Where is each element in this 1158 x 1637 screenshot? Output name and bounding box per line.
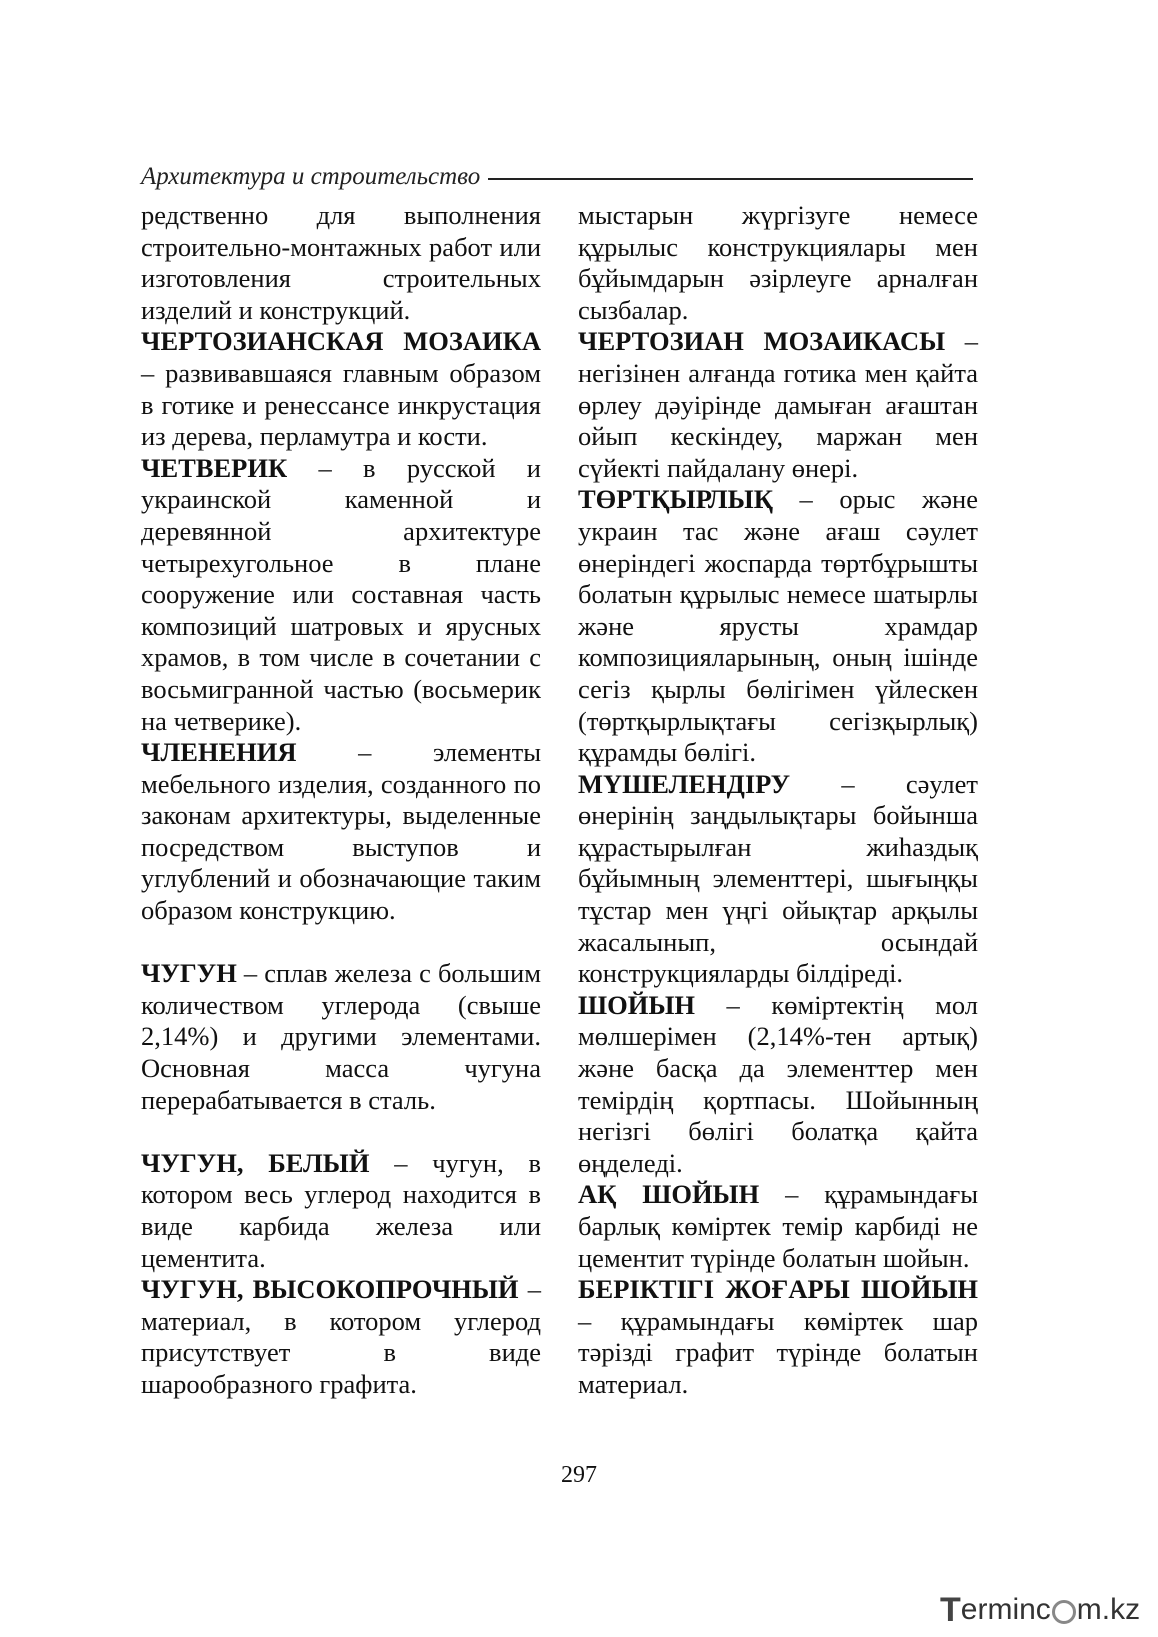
header-title: Архитектура и строительство	[141, 163, 481, 190]
entry-term: МҮШЕЛЕНДІРУ	[578, 768, 791, 799]
entry-term: ЧЕТВЕРИК	[141, 452, 288, 483]
entry-definition: редственно для выполнения строительно-монтажных работ или изготовления строительных изделий и конструкций.	[141, 200, 541, 325]
entry-definition: – сәулет өнерінің заңдылықтары бойынша құрастырылған жиһаздық бұйымның элементтері, шығыңқы тұстар мен үңгі ойықтар арқылы жасалынып, осындай конструкцияларды білдіреді.	[578, 768, 978, 989]
dictionary-entry	[141, 326, 541, 452]
page-number: 297	[561, 1462, 597, 1488]
entry-definition: – в русской и украинской каменной и деревянной архитектуре четырехугольное в плане сооружение или составная часть композиций шатровых и ярусных храмов, в том числе в сочетании с восьмигранной частью (восьмерик на четверике).	[141, 452, 541, 736]
entry-term: БЕРІКТІГІ ЖОҒАРЫ ШОЙЫН	[578, 1274, 978, 1305]
entry-definition: – чугун, в котором весь углерод находится в виде карбида железа или цементита.	[141, 1147, 541, 1273]
dictionary-entry	[578, 990, 978, 1180]
dictionary-entry	[578, 1274, 978, 1400]
dictionary-entry	[141, 200, 541, 326]
right-column	[578, 200, 978, 1401]
entry-term: ЧУГУН	[141, 958, 237, 989]
entry-term: ЧЕРТОЗИАНСКАЯ МОЗАИКА	[141, 326, 541, 357]
entry-term: АҚ ШОЙЫН	[578, 1179, 760, 1210]
dictionary-entry	[578, 769, 978, 990]
entry-definition: – құрамындағы көміртек шар тәрізді графит түрінде болатын материал.	[578, 1305, 978, 1399]
entry-term: ЧУГУН, ВЫСОКОПРОЧНЫЙ	[141, 1274, 519, 1305]
entry-definition: – сплав железа с большим количеством углерода (свыше 2,14%) и другими элементами. Основная масса чугуна перерабатывается в сталь.	[141, 958, 541, 1115]
entry-definition: – құрамындағы барлық көміртек темір карбиді не цементит түрінде болатын шойын.	[578, 1179, 978, 1273]
logo-text-middle: erminc	[960, 1593, 1051, 1626]
dictionary-entry	[578, 200, 978, 326]
dictionary-entry	[141, 958, 541, 1116]
dictionary-entry	[141, 453, 541, 737]
entry-definition: – орыс және украин тас және ағаш сәулет өнеріндегі жоспарда төртбұрышты болатын құрылыс немесе шатырлы және ярусты храмдар композицияларының, оның ішінде сегіз қырлы бөлігімен үйлескен (төртқырлықтағы сегізқырлық) құрамды бөлігі.	[578, 484, 978, 768]
entry-term: ЧЕРТОЗИАН МОЗАИКАСЫ	[578, 326, 946, 357]
entry-definition: – негізінен алғанда готика мен қайта өрлеу дәуірінде дамыған ағаштан ойып кескіндеу, маржан мен сүйекті пайдалану өнері.	[578, 326, 978, 483]
dictionary-entry	[578, 484, 978, 768]
entry-term: ЧУГУН, БЕЛЫЙ	[141, 1147, 370, 1178]
dictionary-entry	[141, 1148, 541, 1274]
entry-definition: – материал, в котором углерод присутствует в виде шарообразного графита.	[141, 1274, 541, 1399]
dictionary-entry	[578, 326, 978, 484]
dictionary-entry	[141, 737, 541, 927]
logo-text-end: m.kz	[1076, 1593, 1141, 1626]
entry-term: ТӨРТҚЫРЛЫҚ	[578, 484, 773, 515]
left-column	[141, 200, 541, 1401]
header-rule	[488, 178, 973, 180]
dictionary-entry	[578, 1179, 978, 1274]
running-header	[141, 160, 973, 194]
entry-definition: – развивавшаяся главным образом в готике и ренессансе инкрустация из дерева, перламутра и кости.	[141, 357, 541, 452]
logo-letter-t: T	[940, 1590, 961, 1629]
magnifier-icon	[1052, 1600, 1076, 1624]
entry-definition: – элементы мебельного изделия, созданного по законам архитектуры, выделенные посредством выступов и углублений и обозначающие таким образом конструкцию.	[141, 737, 541, 926]
termincom-watermark-logo	[940, 1590, 1148, 1630]
dictionary-entry	[141, 1274, 541, 1400]
entry-term: ЧЛЕНЕНИЯ	[141, 737, 297, 768]
entry-definition: мыстарын жүргізуге немесе құрылыс конструкциялары мен бұйымдарын әзірлеуге арналған сызбалар.	[578, 200, 978, 325]
entry-definition: – көміртектің мол мөлшерімен (2,14%-тен артық) және басқа да элементтер мен темірдің қортпасы. Шойынның негізгі бөлігі болатқа қайта өңделеді.	[578, 989, 978, 1178]
entry-term: ШОЙЫН	[578, 989, 695, 1020]
